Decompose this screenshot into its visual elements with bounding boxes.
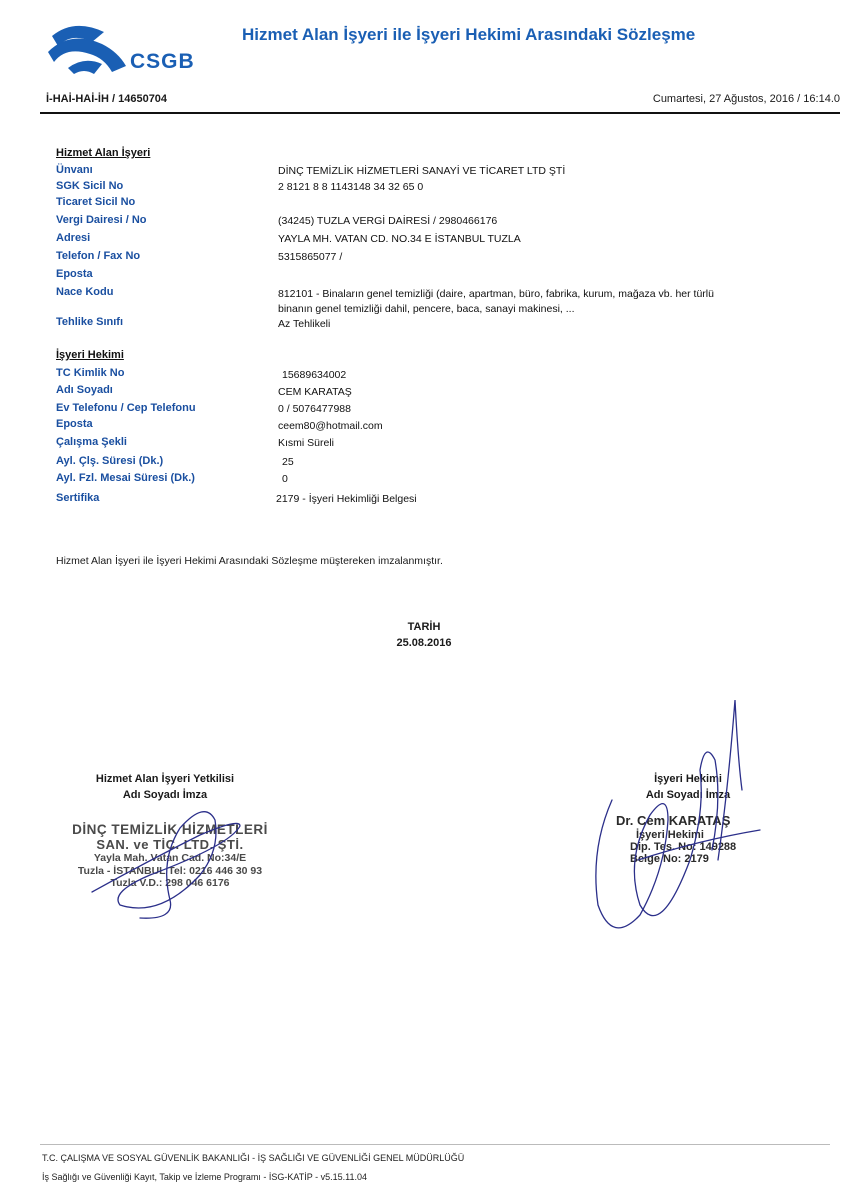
employer-label-email: Eposta: [56, 268, 93, 280]
stamp-address: Yayla Mah. Vatan Cad. No:34/E: [93, 852, 247, 865]
date-value: 25.08.2016: [396, 637, 452, 649]
physician-value-work-type: Kısmi Süreli: [278, 437, 335, 449]
physician-value-overtime: 0: [282, 473, 288, 485]
physician-value-email: ceem80@hotmail.com: [278, 420, 383, 432]
employer-label-trade-registry: Ticaret Sicil No: [56, 196, 136, 208]
physician-label-email: Eposta: [56, 418, 93, 430]
physician-label-monthly-minutes: Ayl. Çlş. Süresi (Dk.): [56, 455, 164, 467]
stamp-diploma: Dip. Tes. No: 149288: [630, 840, 737, 853]
footer-divider: [40, 1144, 830, 1145]
employer-label-nace: Nace Kodu: [56, 286, 114, 298]
physician-value-name: CEM KARATAŞ: [278, 386, 352, 398]
employer-value-phone: 5315865077 /: [278, 251, 343, 263]
physician-label-overtime: Ayl. Fzl. Mesai Süresi (Dk.): [56, 472, 195, 484]
company-stamp: [70, 822, 270, 889]
stamp-company-type: SAN. ve TİC. LTD. ŞTİ.: [96, 836, 244, 852]
stamp-phone: Tuzla - İSTANBUL Tel: 0216 446 30 93: [77, 864, 263, 877]
employer-value-nace: 812101 - Binaların genel temizliği (daire, apartman, büro, fabrika, kurum, mağaza vb. her türlü: [278, 288, 714, 300]
print-datetime: Cumartesi, 27 Ağustos, 2016 / 16:14.0: [652, 93, 840, 105]
stamp-company-name: DİNÇ TEMİZLİK HİZMETLERİ: [72, 822, 268, 837]
stamp-certificate: Belge No: 2179: [630, 853, 709, 866]
date-label: TARİH: [407, 621, 441, 633]
header-divider: [40, 112, 840, 114]
employer-value-address: YAYLA MH. VATAN CD. NO.34 E İSTANBUL TUZLA: [278, 233, 521, 245]
physician-section-title: İşyeri Hekimi: [56, 349, 124, 361]
stamp-tax: Tuzla V.D.: 298 046 6176: [110, 876, 230, 889]
physician-value-certificate: 2179 - İşyeri Hekimliği Belgesi: [276, 493, 417, 505]
agreement-statement: Hizmet Alan İşyeri ile İşyeri Hekimi Arasındaki Sözleşme müştereken imzalanmıştır.: [56, 555, 443, 567]
employer-value-hazard: Az Tehlikeli: [278, 318, 331, 330]
employer-label-tax: Vergi Dairesi / No: [56, 214, 147, 226]
reference-number: İ-HAİ-HAİ-İH / 14650704: [46, 93, 168, 105]
physician-label-name: Adı Soyadı: [56, 384, 113, 396]
physician-label-certificate: Sertifika: [56, 492, 100, 504]
footer-ministry: T.C. ÇALIŞMA VE SOSYAL GÜVENLİK BAKANLIĞI - İŞ SAĞLIĞI VE GÜVENLİĞİ GENEL MÜDÜRLÜĞÜ: [42, 1153, 465, 1163]
physician-label-phone: Ev Telefonu / Cep Telefonu: [56, 402, 196, 414]
employer-section-title: Hizmet Alan İşyeri: [56, 147, 151, 159]
footer-program: İş Sağlığı ve Güvenliği Kayıt, Takip ve İzleme Programı - İSG-KATİP - v5.15.11.04: [42, 1172, 367, 1182]
stamp-physician-role: İşyeri Hekimi: [636, 828, 704, 841]
physician-label-tc: TC Kimlik No: [56, 367, 125, 379]
employer-value-nace-cont: binanın genel temizliği dahil, pencere, baca, sanayi makinesi, ...: [278, 303, 575, 315]
physician-signatory-title: İşyeri Hekimi: [654, 773, 722, 785]
employer-value-tax: (34245) TUZLA VERGİ DAİRESİ / 2980466176: [278, 215, 498, 227]
physician-value-tc: 15689634002: [282, 369, 347, 381]
employer-signatory-subtitle: Adı Soyadı İmza: [122, 789, 208, 801]
physician-signatory-subtitle: Adı Soyadı İmza: [645, 789, 731, 801]
employer-signatory-title: Hizmet Alan İşyeri Yetkilisi: [95, 773, 235, 785]
employer-value-title: DİNÇ TEMİZLİK HİZMETLERİ SANAYİ VE TİCARET LTD ŞTİ: [278, 165, 566, 177]
document-title: Hizmet Alan İşyeri ile İşyeri Hekimi Arasındaki Sözleşme: [242, 25, 696, 44]
physician-stamp: [616, 814, 766, 865]
physician-label-work-type: Çalışma Şekli: [56, 436, 127, 448]
employer-label-sgk: SGK Sicil No: [56, 180, 124, 192]
stamp-physician-name: Dr. Cem KARATAŞ: [616, 813, 731, 828]
employer-label-hazard: Tehlike Sınıfı: [56, 316, 124, 328]
employer-label-address: Adresi: [56, 232, 91, 244]
employer-label-title: Ünvanı: [56, 164, 93, 176]
physician-value-monthly-minutes: 25: [282, 456, 294, 468]
physician-value-phone: 0 / 5076477988: [278, 403, 351, 415]
employer-value-sgk: 2 8121 8 8 1143148 34 32 65 0: [278, 181, 424, 193]
logo-text: CSGB: [130, 50, 195, 73]
employer-label-phone: Telefon / Fax No: [56, 250, 141, 262]
